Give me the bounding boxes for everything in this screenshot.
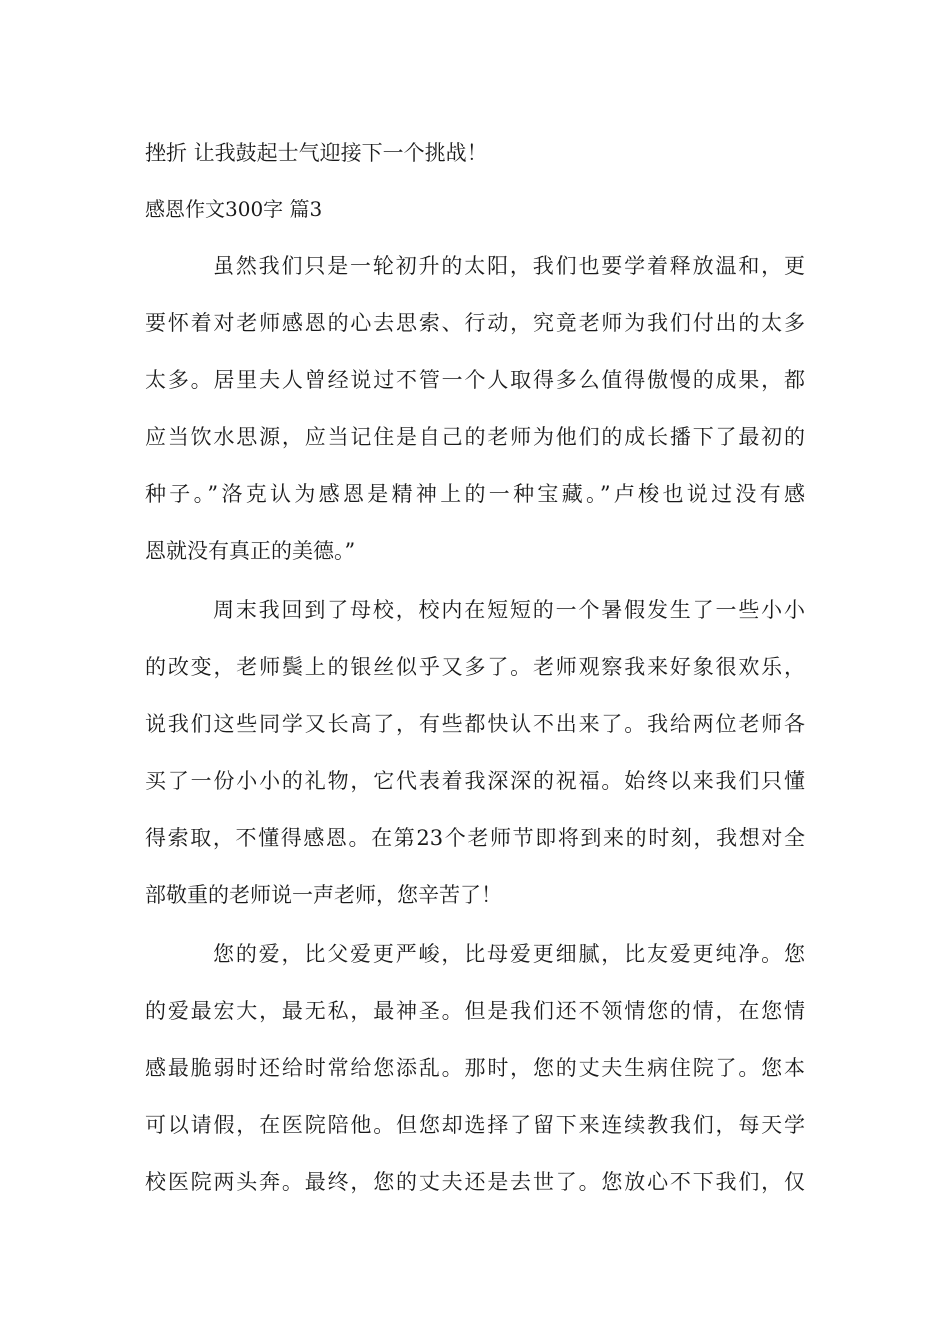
section-title: 感恩作文300字 篇3	[145, 197, 323, 221]
paragraph-line: 种子。”洛克认为感恩是精神上的一种宝藏。”卢梭也说过没有感	[145, 482, 805, 506]
paragraph-line: 校医院两头奔。最终，您的丈夫还是去世了。您放心不下我们，仅	[145, 1170, 805, 1194]
paragraph-line: 恩就没有真正的美德。”	[145, 539, 356, 563]
paragraph-line: 可以请假，在医院陪他。但您却选择了留下来连续教我们，每天学	[145, 1113, 805, 1137]
opening-line: 挫折 让我鼓起士气迎接下一个挑战！	[145, 141, 488, 165]
paragraph-line: 得索取，不懂得感恩。在第23个老师节即将到来的时刻，我想对全	[145, 826, 805, 850]
paragraph-line: 说我们这些同学又长高了，有些都快认不出来了。我给两位老师各	[145, 712, 805, 736]
paragraph-line: 买了一份小小的礼物，它代表着我深深的祝福。始终以来我们只懂	[145, 769, 805, 793]
paragraph-line: 要怀着对老师感恩的心去思索、行动，究竟老师为我们付出的太多	[145, 311, 805, 335]
paragraph-line: 周末我回到了母校，校内在短短的一个暑假发生了一些小小	[213, 598, 805, 622]
paragraph-line: 您的爱，比父爱更严峻，比母爱更细腻，比友爱更纯净。您	[213, 942, 805, 966]
paragraph-line: 部敬重的老师说一声老师，您辛苦了！	[145, 883, 502, 907]
paragraph-line: 感最脆弱时还给时常给您添乱。那时，您的丈夫生病住院了。您本	[145, 1056, 805, 1080]
paragraph-line: 太多。居里夫人曾经说过不管一个人取得多么值得傲慢的成果，都	[145, 368, 805, 392]
paragraph-line: 应当饮水思源，应当记住是自己的老师为他们的成长播下了最初的	[145, 425, 805, 449]
paragraph-line: 的改变，老师鬓上的银丝似乎又多了。老师观察我来好象很欢乐，	[145, 655, 805, 679]
paragraph-line: 虽然我们只是一轮初升的太阳，我们也要学着释放温和，更	[213, 254, 805, 278]
paragraph-line: 的爱最宏大，最无私，最神圣。但是我们还不领情您的情，在您情	[145, 999, 805, 1023]
